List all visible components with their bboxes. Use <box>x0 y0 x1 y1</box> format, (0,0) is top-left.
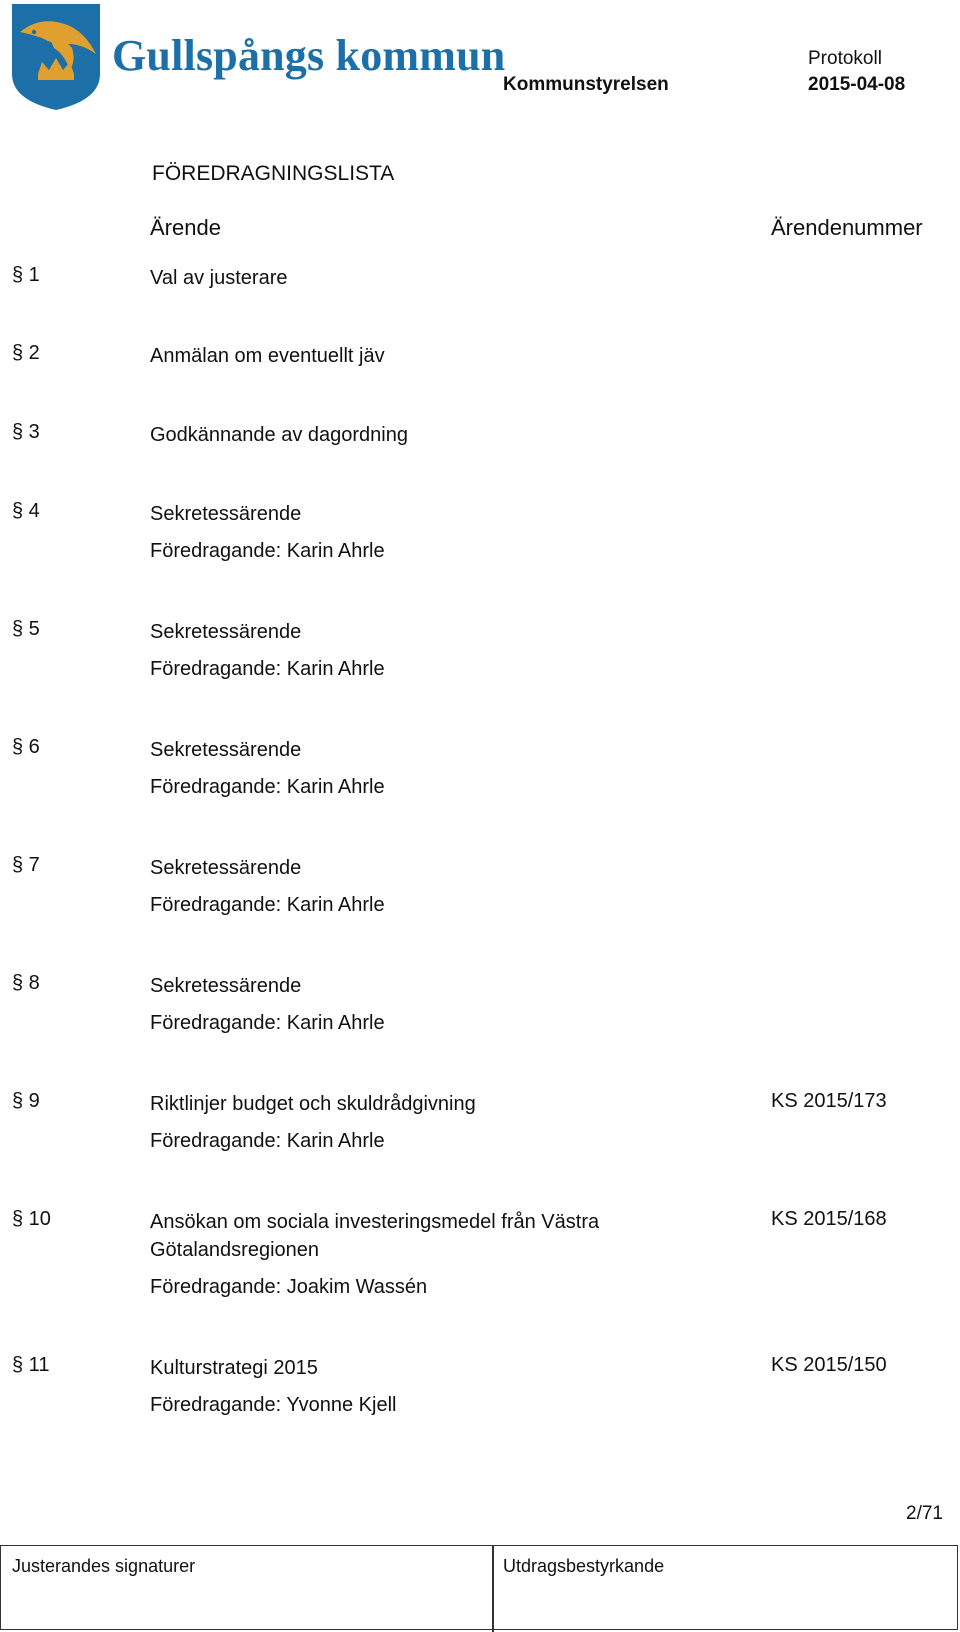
item-number: § 4 <box>12 500 40 522</box>
item-presenter: Föredragande: Karin Ahrle <box>150 894 385 916</box>
item-presenter: Föredragande: Joakim Wassén <box>150 1276 428 1298</box>
agenda-title: FÖREDRAGNINGSLISTA <box>152 162 395 185</box>
document-date: 2015-04-08 <box>808 74 906 95</box>
item-presenter: Föredragande: Karin Ahrle <box>150 1012 385 1034</box>
item-title: Riktlinjer budget och skuldrådgivning <box>150 1093 476 1115</box>
item-title: Sekretessärende <box>150 739 302 761</box>
signatures-label: Justerandes signaturer <box>12 1556 196 1576</box>
item-title: Sekretessärende <box>150 857 302 879</box>
committee-name: Kommunstyrelsen <box>503 74 669 95</box>
item-case-number: KS 2015/150 <box>771 1354 887 1376</box>
item-number: § 3 <box>12 421 40 443</box>
item-number: § 5 <box>12 618 40 640</box>
item-number: § 8 <box>12 972 40 994</box>
item-case-number: KS 2015/173 <box>771 1090 887 1112</box>
document-type: Protokoll <box>808 48 882 69</box>
organization-name: Gullspångs kommun <box>112 31 506 80</box>
item-presenter: Föredragande: Karin Ahrle <box>150 1130 385 1152</box>
item-title: Ansökan om sociala investeringsmedel från Västra Götalandsregionen <box>150 1211 600 1261</box>
item-title: Sekretessärende <box>150 975 302 997</box>
item-number: § 2 <box>12 342 40 364</box>
item-title: Godkännande av dagordning <box>150 424 408 446</box>
item-number: § 7 <box>12 854 40 876</box>
item-presenter: Föredragande: Karin Ahrle <box>150 776 385 798</box>
page-number: 2/71 <box>906 1503 943 1524</box>
item-number: § 9 <box>12 1090 40 1112</box>
signature-box-divider <box>492 1545 494 1632</box>
item-presenter: Föredragande: Yvonne Kjell <box>150 1394 397 1416</box>
column-header-case-number: Ärendenummer <box>771 215 923 240</box>
municipality-coat-of-arms-icon <box>12 4 100 110</box>
item-title: Val av justerare <box>150 267 288 289</box>
certification-label: Utdragsbestyrkande <box>503 1556 665 1576</box>
item-case-number: KS 2015/168 <box>771 1208 887 1230</box>
item-presenter: Föredragande: Karin Ahrle <box>150 540 385 562</box>
item-presenter: Föredragande: Karin Ahrle <box>150 658 385 680</box>
item-title: Anmälan om eventuellt jäv <box>150 345 385 367</box>
item-title: Sekretessärende <box>150 621 302 643</box>
column-header-subject: Ärende <box>150 215 221 240</box>
item-title: Sekretessärende <box>150 503 302 525</box>
item-title: Kulturstrategi 2015 <box>150 1357 318 1379</box>
item-number: § 6 <box>12 736 40 758</box>
item-number: § 10 <box>12 1208 51 1230</box>
item-number: § 1 <box>12 264 40 286</box>
item-number: § 11 <box>12 1354 50 1376</box>
